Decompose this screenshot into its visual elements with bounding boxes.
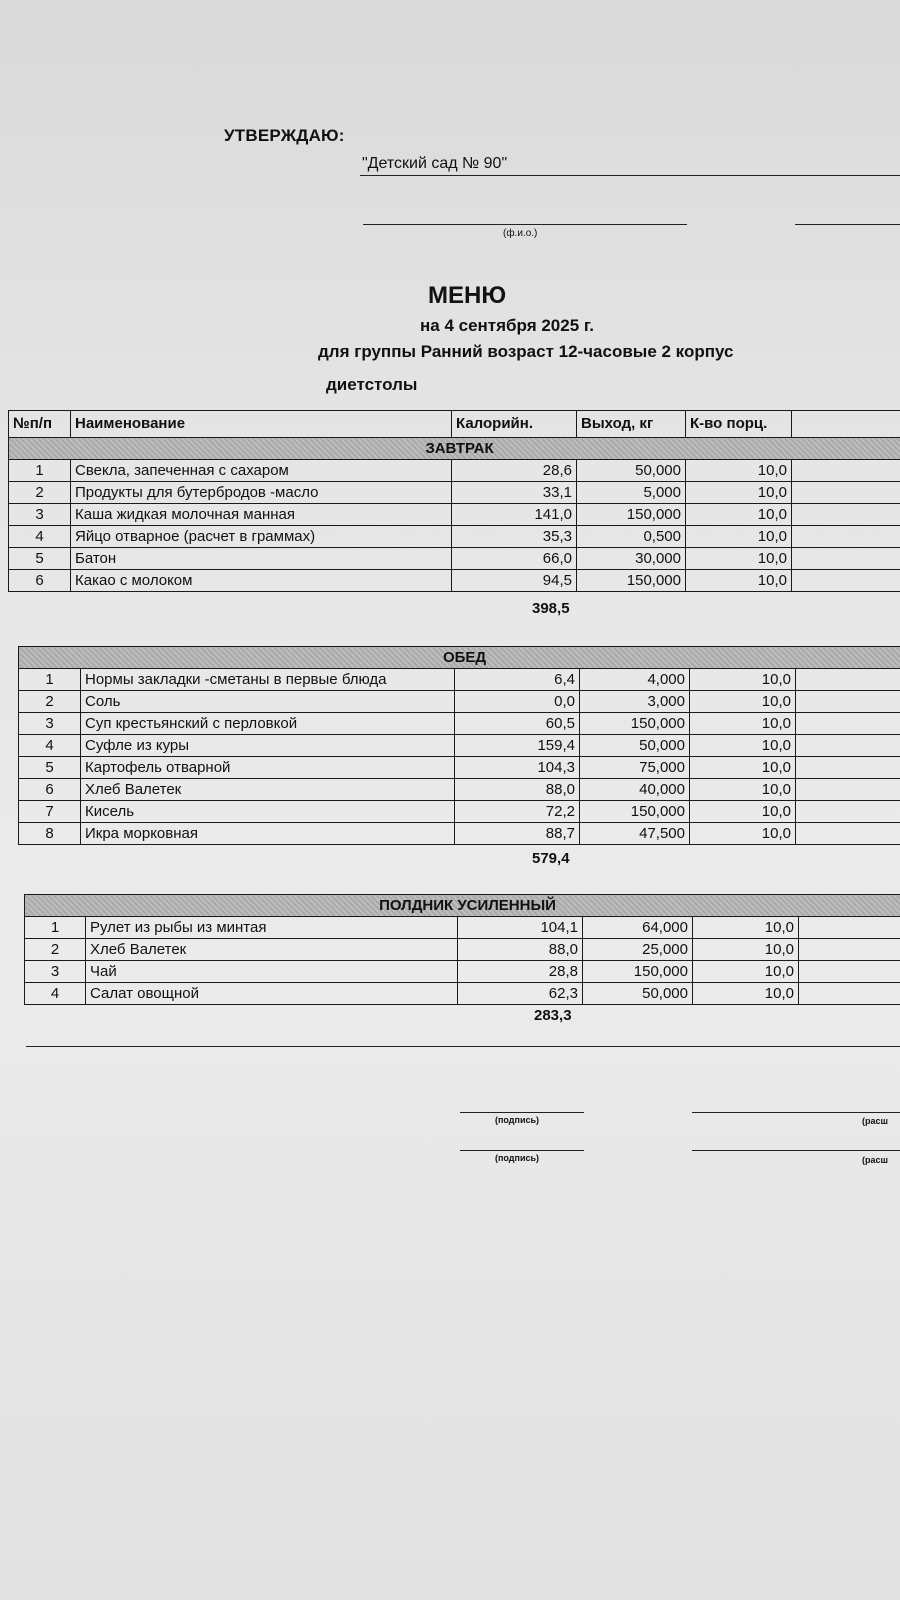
section-header-breakfast: ЗАВТРАК	[9, 438, 900, 460]
table-row: 2 Хлеб Валетек 88,0 25,000 10,0	[25, 939, 900, 961]
header-number: №п/п	[9, 411, 71, 438]
header-portions: К-во порц.	[686, 411, 792, 438]
header-empty	[792, 411, 900, 438]
table-row: 2 Продукты для бутербродов -масло 33,1 5,000 10,0	[9, 482, 900, 504]
lunch-total: 579,4	[532, 850, 570, 867]
snack-table	[24, 894, 900, 1005]
table-row: 5 Картофель отварной 104,3 75,000 10,0	[19, 757, 900, 779]
section-header-lunch: ОБЕД	[19, 647, 900, 669]
signature-underline-right	[795, 224, 900, 225]
table-row: 6 Какао с молоком 94,5 150,000 10,0	[9, 570, 900, 592]
page-title: МЕНЮ	[428, 282, 507, 309]
section-header-snack: ПОЛДНИК УСИЛЕННЫЙ	[25, 895, 900, 917]
table-row: 1 Нормы закладки -сметаны в первые блюда 6,4 4,000 10,0	[19, 669, 900, 691]
decode-label-2: (расш	[862, 1155, 889, 1165]
fio-label: (ф.и.о.)	[503, 228, 538, 239]
organization-underline	[360, 175, 900, 176]
header-yield: Выход, кг	[577, 411, 686, 438]
header-name: Наименование	[71, 411, 452, 438]
table-row: 3 Чай 28,8 150,000 10,0	[25, 961, 900, 983]
breakfast-total: 398,5	[532, 600, 570, 617]
lunch-table	[18, 646, 900, 845]
bottom-rule	[26, 1046, 900, 1047]
menu-date: на 4 сентября 2025 г.	[420, 316, 594, 335]
table-row: 2 Соль 0,0 3,000 10,0	[19, 691, 900, 713]
fio-underline	[363, 224, 687, 225]
table-row: 1 Свекла, запеченная с сахаром 28,6 50,000 10,0	[9, 460, 900, 482]
signature-line-1	[460, 1112, 584, 1113]
table-row: 4 Суфле из куры 159,4 50,000 10,0	[19, 735, 900, 757]
table-row: 4 Яйцо отварное (расчет в граммах) 35,3 0,500 10,0	[9, 526, 900, 548]
table-row: 8 Икра морковная 88,7 47,500 10,0	[19, 823, 900, 845]
menu-group: для группы Ранний возраст 12-часовые 2 корпус	[318, 342, 734, 361]
table-row: 6 Хлеб Валетек 88,0 40,000 10,0	[19, 779, 900, 801]
table-row: 3 Суп крестьянский с перловкой 60,5 150,000 10,0	[19, 713, 900, 735]
decode-label-1: (расш	[862, 1116, 889, 1126]
signature-label-2: (подпись)	[495, 1153, 540, 1163]
organization-name: "Детский сад № 90"	[362, 155, 508, 172]
table-header-row	[9, 411, 900, 438]
table-row: 3 Каша жидкая молочная манная 141,0 150,000 10,0	[9, 504, 900, 526]
header-calories: Калорийн.	[452, 411, 577, 438]
signature-label-1: (подпись)	[495, 1115, 540, 1125]
table-row: 5 Батон 66,0 30,000 10,0	[9, 548, 900, 570]
menu-diet: диетстолы	[326, 375, 418, 394]
signature-line-2	[460, 1150, 584, 1151]
table-row: 4 Салат овощной 62,3 50,000 10,0	[25, 983, 900, 1005]
table-row: 7 Кисель 72,2 150,000 10,0	[19, 801, 900, 823]
decode-line-1	[692, 1112, 900, 1113]
decode-line-2	[692, 1150, 900, 1151]
snack-total: 283,3	[534, 1007, 572, 1024]
approval-title: УТВЕРЖДАЮ:	[224, 126, 345, 145]
breakfast-table	[8, 410, 900, 592]
table-row: 1 Рулет из рыбы из минтая 104,1 64,000 10,0	[25, 917, 900, 939]
